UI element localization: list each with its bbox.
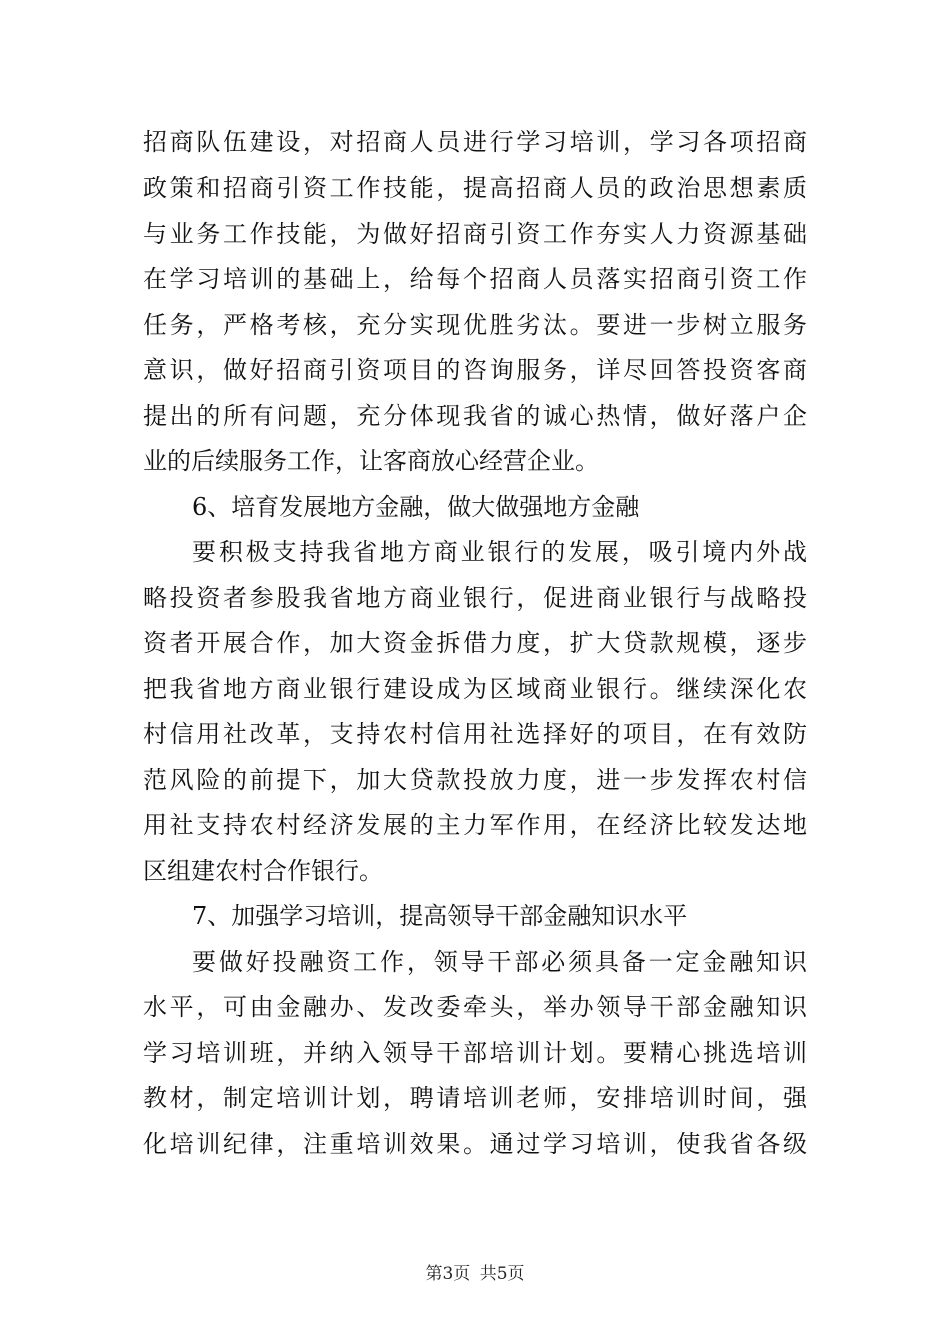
page-number-footer: 第3页 共5页 [425, 1264, 525, 1284]
body-text-line: 区组建农村合作银行。 [143, 857, 383, 885]
body-text-line: 水平，可由金融办、发改委牵头，举办领导干部金融知识 [143, 993, 807, 1021]
body-text-line: 村信用社改革，支持农村信用社选择好的项目，在有效防 [143, 720, 807, 748]
body-text-line: 把我省地方商业银行建设成为区域商业银行。继续深化农 [143, 675, 807, 703]
body-text-line: 在学习培训的基础上，给每个招商人员落实招商引资工作 [143, 265, 807, 293]
body-text-line: 要做好投融资工作，领导干部必须具备一定金融知识 [192, 948, 807, 976]
body-text-line: 要积极支持我省地方商业银行的发展，吸引境内外战 [192, 538, 807, 566]
body-text-line: 招商队伍建设，对招商人员进行学习培训，学习各项招商 [143, 128, 807, 156]
body-text-line: 政策和招商引资工作技能，提高招商人员的政治思想素质 [143, 174, 807, 202]
body-text-line: 学习培训班，并纳入领导干部培训计划。要精心挑选培训 [143, 1039, 807, 1067]
body-text-line: 与业务工作技能，为做好招商引资工作夯实人力资源基础 [143, 220, 807, 248]
section-heading: 7、加强学习培训，提高领导干部金融知识水平 [192, 902, 688, 930]
body-text-line: 提出的所有问题，充分体现我省的诚心热情，做好落户企 [143, 402, 807, 430]
body-text-line: 任务，严格考核，充分实现优胜劣汰。要进一步树立服务 [143, 311, 807, 339]
body-text-line: 范风险的前提下，加大贷款投放力度，进一步发挥农村信 [143, 766, 807, 794]
body-text-line: 教材，制定培训计划，聘请培训老师，安排培训时间，强 [143, 1084, 807, 1112]
body-text-line: 资者开展合作，加大资金拆借力度，扩大贷款规模，逐步 [143, 629, 807, 657]
body-text-line: 业的后续服务工作，让客商放心经营企业。 [143, 447, 599, 475]
body-text-line: 意识，做好招商引资项目的咨询服务，详尽回答投资客商 [143, 356, 807, 384]
body-text-line: 略投资者参股我省地方商业银行，促进商业银行与战略投 [143, 584, 807, 612]
body-text-line: 化培训纪律，注重培训效果。通过学习培训，使我省各级 [143, 1130, 807, 1158]
section-heading: 6、培育发展地方金融，做大做强地方金融 [192, 493, 640, 521]
body-text-line: 用社支持农村经济发展的主力军作用，在经济比较发达地 [143, 811, 807, 839]
